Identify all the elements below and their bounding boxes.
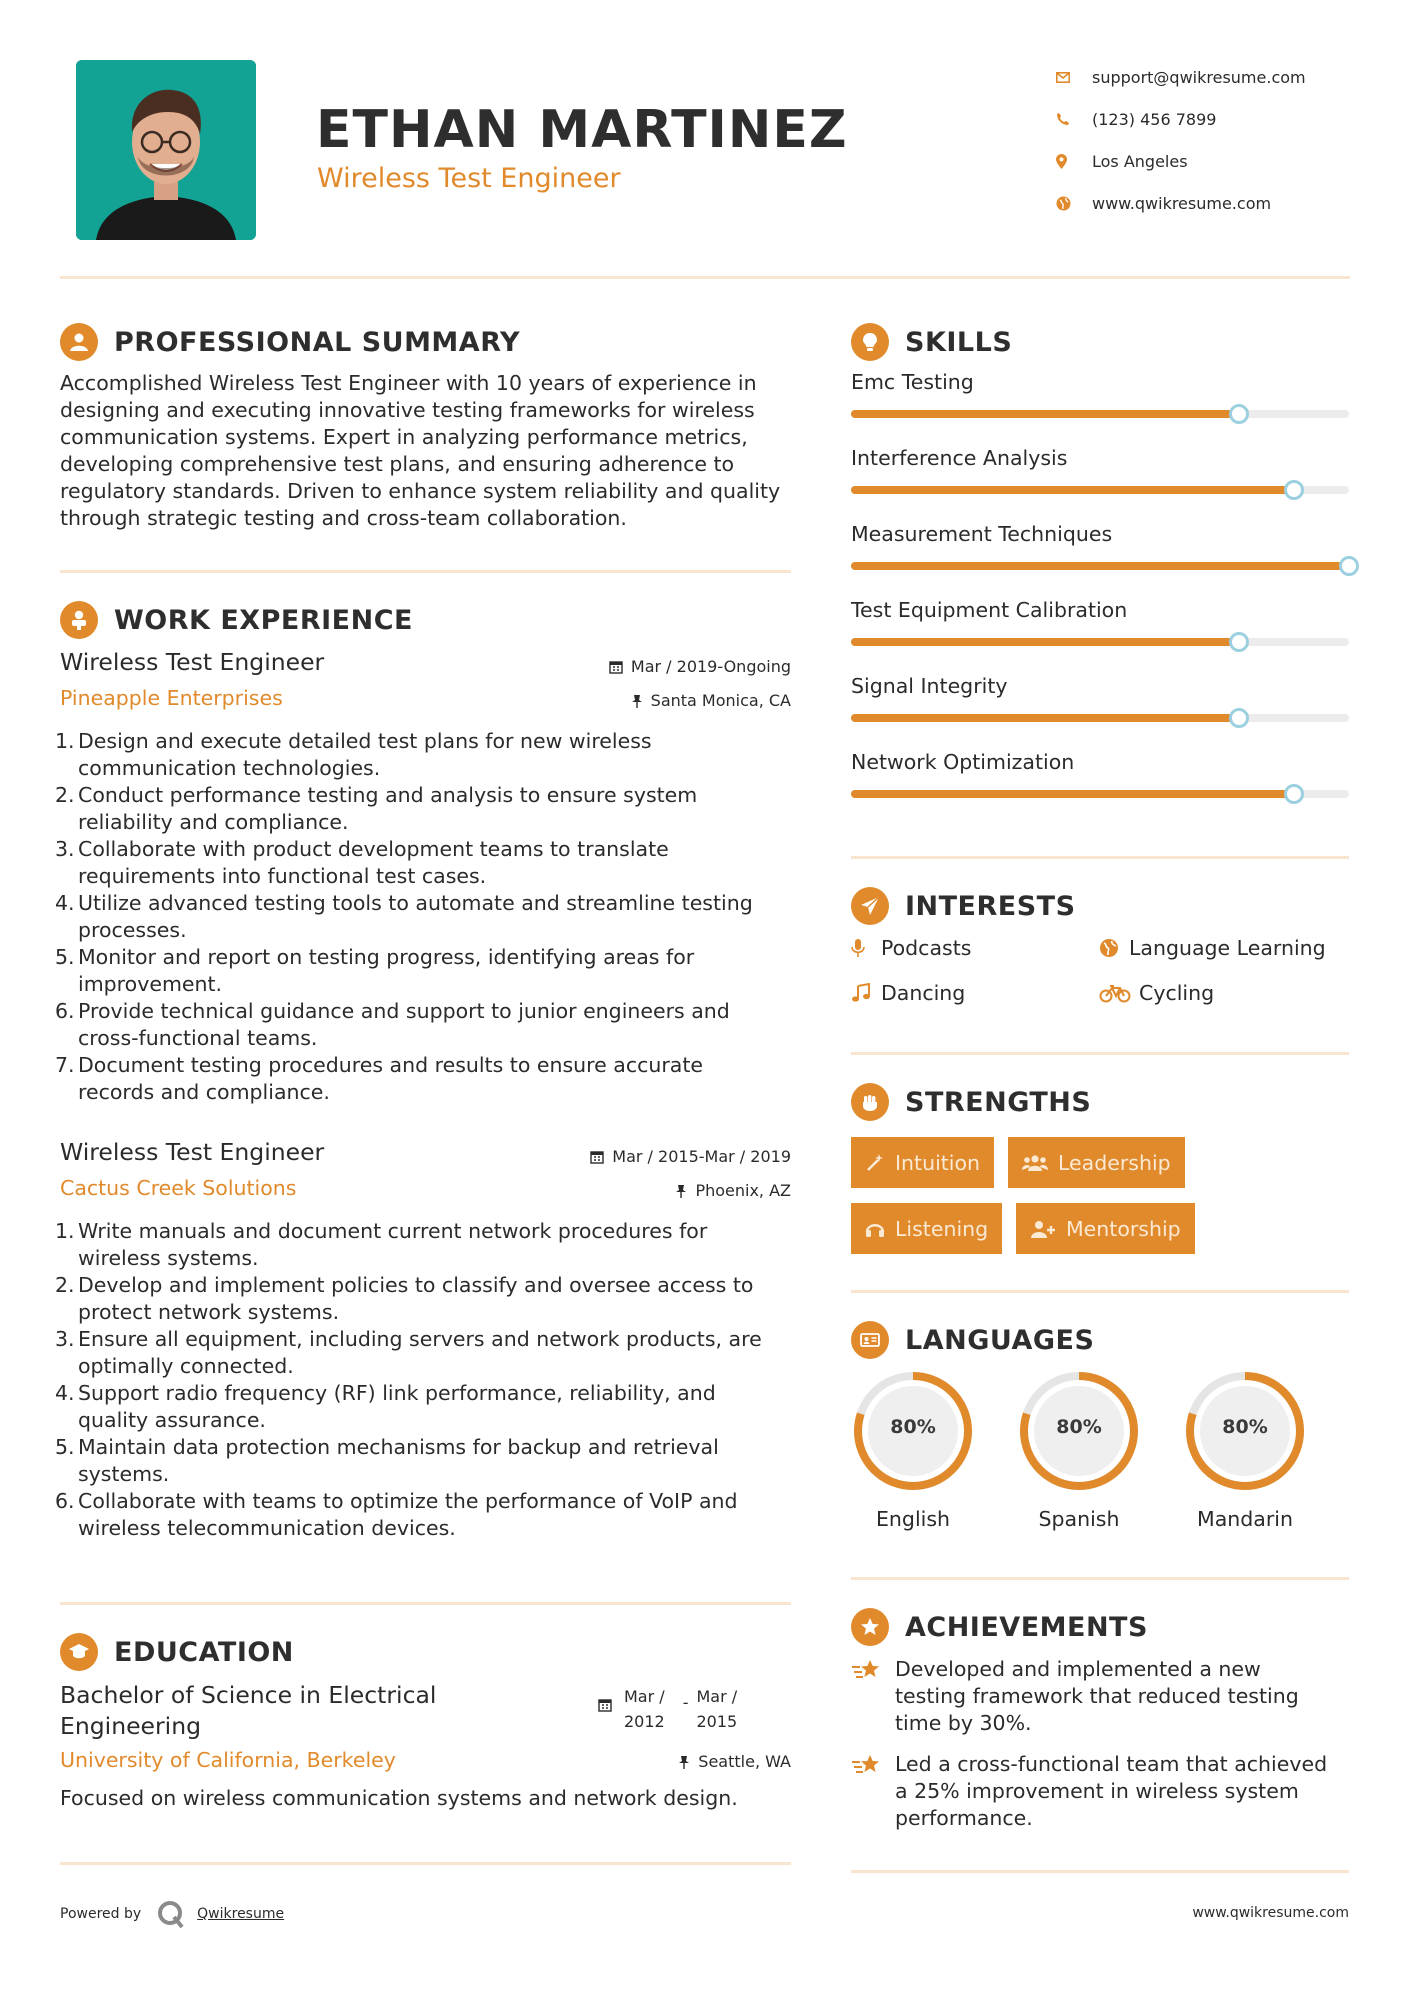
list-item-line: cross-functional teams. <box>78 1026 318 1050</box>
summary-line: communication systems. Expert in analyzing performance metrics, <box>60 425 748 449</box>
achievements-heading-text: ACHIEVEMENTS <box>905 1611 1148 1643</box>
achievements-divider <box>851 1870 1349 1873</box>
shooting-star-icon <box>851 1751 895 1832</box>
language-name: English <box>875 1507 951 1531</box>
languages-heading-text: LANGUAGES <box>905 1324 1095 1356</box>
list-item: 6. Provide technical guidance and support to junior engineers and cross-functional teams. <box>60 998 800 1052</box>
interest-item <box>851 936 971 960</box>
interests-divider <box>851 1052 1349 1055</box>
contact-list <box>1056 56 1376 224</box>
skill-level-fill <box>851 562 1349 570</box>
bicycle-icon <box>1099 983 1139 1003</box>
skills-divider <box>851 856 1349 859</box>
list-item: 1. Write manuals and document current network procedures for wireless systems. <box>60 1218 800 1272</box>
degree-title <box>60 1680 436 1742</box>
education-location <box>678 1752 791 1771</box>
list-item: 6. Collaborate with teams to optimize the performance of VoIP and wireless telecommunication devices. <box>60 1488 800 1542</box>
list-item-line: reliability and compliance. <box>78 810 349 834</box>
degree-line: Bachelor of Science in Electrical <box>60 1681 437 1709</box>
job-company: Cactus Creek Solutions <box>60 1176 297 1200</box>
list-item-line: processes. <box>78 918 187 942</box>
phone-icon <box>1056 111 1092 127</box>
achievement-line: testing framework that reduced testing <box>895 1684 1299 1708</box>
footer-website[interactable]: www.qwikresume.com <box>1192 1905 1349 1921</box>
list-item-line: Collaborate with teams to optimize the performance of VoIP and <box>78 1489 738 1513</box>
language-percent: 80% <box>1222 1416 1268 1438</box>
job-date <box>609 657 791 676</box>
shooting-star-icon <box>851 1656 895 1737</box>
skill-name: Interference Analysis <box>851 446 1068 470</box>
contact-email[interactable] <box>1056 56 1376 98</box>
footer-powered-by <box>60 1898 284 1930</box>
language-percent: 80% <box>1056 1416 1102 1438</box>
job-location-text: Santa Monica, CA <box>650 691 791 710</box>
list-item: 2. Conduct performance testing and analysis to ensure system reliability and compliance. <box>60 782 800 836</box>
list-item-line: Ensure all equipment, including servers and network products, are <box>78 1327 762 1351</box>
language-item <box>1183 1369 1307 1531</box>
languages-heading <box>851 1321 1094 1359</box>
list-item-line: communication technologies. <box>78 756 381 780</box>
contact-website[interactable] <box>1056 182 1376 224</box>
list-item-line: wireless telecommunication devices. <box>78 1516 456 1540</box>
globe-icon <box>1099 938 1129 958</box>
skill-level-bar <box>851 638 1349 646</box>
skill-level-fill <box>851 486 1294 494</box>
skill-level-fill <box>851 638 1239 646</box>
language-name: Spanish <box>1038 1507 1120 1531</box>
magic-wand-icon <box>865 1153 885 1173</box>
list-item-line: Support radio frequency (RF) link performance, reliability, and <box>78 1381 716 1405</box>
strengths-divider <box>851 1290 1349 1293</box>
qwikresume-link[interactable]: Qwikresume <box>197 1906 285 1922</box>
strength-label: Listening <box>895 1216 989 1241</box>
interests-heading <box>851 887 1076 925</box>
date-separator: - <box>682 1693 689 1712</box>
interest-label: Dancing <box>881 981 966 1005</box>
summary-line: Accomplished Wireless Test Engineer with 10 years of experience in <box>60 371 757 395</box>
strength-label: Mentorship <box>1066 1216 1181 1241</box>
strength-chip <box>1008 1137 1185 1188</box>
language-item <box>1017 1369 1141 1531</box>
job-date-text: Mar / 2015-Mar / 2019 <box>612 1147 791 1166</box>
achievement-item <box>851 1751 1351 1832</box>
job-responsibilities <box>55 728 800 1106</box>
achievement-line: a 25% improvement in wireless system <box>895 1779 1299 1803</box>
contact-location <box>1056 140 1376 182</box>
skill-level-knob <box>1284 480 1304 500</box>
education-divider <box>60 1862 791 1865</box>
skills-heading <box>851 323 1012 361</box>
skill-name: Emc Testing <box>851 370 974 394</box>
education-heading-text: EDUCATION <box>114 1636 294 1668</box>
list-item-line: Collaborate with product development teams to translate <box>78 837 669 861</box>
summary-heading <box>60 323 520 361</box>
skill-level-knob <box>1229 708 1249 728</box>
summary-line: designing and executing innovative testing frameworks for wireless <box>60 398 755 422</box>
achievements-heading <box>851 1608 1148 1646</box>
profile-photo <box>76 60 256 240</box>
users-icon <box>1022 1153 1048 1173</box>
list-item: 3. Ensure all equipment, including servers and network products, are optimally connected. <box>60 1326 800 1380</box>
strength-label: Leadership <box>1058 1150 1171 1175</box>
interest-item <box>1099 936 1326 960</box>
list-item-line: Document testing procedures and results to ensure accurate <box>78 1053 704 1077</box>
language-item <box>851 1369 975 1531</box>
skill-level-fill <box>851 410 1239 418</box>
list-item: 5. Maintain data protection mechanisms for backup and retrieval systems. <box>60 1434 800 1488</box>
language-percent: 80% <box>890 1416 936 1438</box>
contact-phone-text: (123) 456 7899 <box>1092 109 1217 129</box>
contact-website-text: www.qwikresume.com <box>1092 193 1272 213</box>
microphone-icon <box>851 938 881 958</box>
skills-heading-text: SKILLS <box>905 326 1013 358</box>
list-item-line: Provide technical guidance and support to junior engineers and <box>78 999 730 1023</box>
header-divider <box>60 276 1350 279</box>
list-item-line: optimally connected. <box>78 1354 294 1378</box>
qwikresume-logo-icon <box>155 1898 187 1930</box>
interests-heading-text: INTERESTS <box>905 890 1076 922</box>
list-item: 3. Collaborate with product development teams to translate requirements into functional test cases. <box>60 836 800 890</box>
strength-chip <box>851 1137 994 1188</box>
list-item-line: Conduct performance testing and analysis to ensure system <box>78 783 698 807</box>
list-item-line: quality assurance. <box>78 1408 266 1432</box>
skill-level-knob <box>1229 632 1249 652</box>
skill-level-bar <box>851 562 1349 570</box>
education-end <box>697 1684 738 1734</box>
list-item-line: Monitor and report on testing progress, identifying areas for <box>78 945 695 969</box>
skill-name: Signal Integrity <box>851 674 1008 698</box>
pushpin-icon <box>631 694 643 708</box>
job-title: Wireless Test Engineer <box>60 1138 325 1166</box>
job-title: Wireless Test Engineer <box>60 648 325 676</box>
star-icon <box>851 1608 889 1646</box>
job-company: Pineapple Enterprises <box>60 686 283 710</box>
list-item-line: wireless systems. <box>78 1246 259 1270</box>
powered-by-text: Powered by <box>60 1906 142 1922</box>
interest-label: Language Learning <box>1129 936 1326 960</box>
achievement-text <box>895 1751 1327 1832</box>
calendar-icon <box>590 1150 604 1164</box>
experience-heading <box>60 601 413 639</box>
skill-level-knob <box>1229 404 1249 424</box>
job-location <box>675 1181 791 1200</box>
achievement-line: time by 30%. <box>895 1711 1032 1735</box>
summary-heading-text: PROFESSIONAL SUMMARY <box>114 326 521 358</box>
contact-location-text: Los Angeles <box>1092 151 1188 171</box>
list-item-line: improvement. <box>78 972 223 996</box>
pushpin-icon <box>678 1755 690 1769</box>
education-start <box>624 1684 665 1734</box>
list-item-line: requirements into functional test cases. <box>78 864 487 888</box>
summary-divider <box>60 570 791 573</box>
list-item-line: Write manuals and document current network procedures for <box>78 1219 708 1243</box>
candidate-name: ETHAN MARTINEZ <box>316 100 848 160</box>
strength-chip <box>1016 1203 1195 1254</box>
languages-divider <box>851 1577 1349 1580</box>
job-responsibilities <box>55 1218 800 1542</box>
education-heading <box>60 1633 294 1671</box>
strengths-heading <box>851 1083 1091 1121</box>
list-item: 7. Document testing procedures and results to ensure accurate records and compliance. <box>60 1052 800 1106</box>
pushpin-icon <box>675 1184 687 1198</box>
achievement-item <box>851 1656 1351 1737</box>
contact-phone[interactable] <box>1056 98 1376 140</box>
job-date-text: Mar / 2019-Ongoing <box>630 657 791 676</box>
list-item: 4. Utilize advanced testing tools to automate and streamline testing processes. <box>60 890 800 944</box>
skill-item <box>851 370 1349 418</box>
skill-name: Network Optimization <box>851 750 1075 774</box>
achievement-line: Led a cross-functional team that achieved <box>895 1752 1328 1776</box>
language-name: Mandarin <box>1197 1507 1293 1531</box>
interest-label: Cycling <box>1139 981 1215 1005</box>
skill-item <box>851 598 1349 646</box>
strength-chip <box>851 1203 1002 1254</box>
calendar-icon <box>598 1698 612 1712</box>
education-end-month: Mar / <box>696 1687 738 1706</box>
education-dates <box>598 1684 737 1734</box>
strengths-heading-text: STRENGTHS <box>905 1086 1092 1118</box>
achievement-line: Developed and implemented a new <box>895 1657 1261 1681</box>
education-location-text: Seattle, WA <box>698 1752 791 1771</box>
skill-level-bar <box>851 790 1349 798</box>
summary-line: regulatory standards. Driven to enhance system reliability and quality <box>60 479 781 503</box>
user-plus-icon <box>1030 1219 1056 1239</box>
skill-level-knob <box>1284 784 1304 804</box>
summary-line: through strategic testing and cross-team collaboration. <box>60 506 627 530</box>
skill-item <box>851 522 1349 570</box>
experience-divider <box>60 1602 791 1605</box>
skill-name: Test Equipment Calibration <box>851 598 1128 622</box>
education-end-year: 2015 <box>696 1712 738 1731</box>
list-item: 1. Design and execute detailed test plans for new wireless communication technologies. <box>60 728 800 782</box>
skill-item <box>851 750 1349 798</box>
skill-item <box>851 446 1349 494</box>
fist-icon <box>851 1083 889 1121</box>
interest-label: Podcasts <box>881 936 972 960</box>
list-item-line: records and compliance. <box>78 1080 330 1104</box>
list-item-line: protect network systems. <box>78 1300 340 1324</box>
school-name: University of California, Berkeley <box>60 1748 396 1772</box>
strength-label: Intuition <box>895 1150 981 1175</box>
skill-level-knob <box>1339 556 1359 576</box>
job-location <box>631 691 791 710</box>
contact-email-text: support@qwikresume.com <box>1092 67 1306 87</box>
paper-plane-icon <box>851 887 889 925</box>
headphones-icon <box>865 1219 885 1239</box>
envelope-icon <box>1056 69 1092 85</box>
interest-item <box>1099 981 1214 1005</box>
user-icon <box>60 323 98 361</box>
briefcase-icon <box>60 601 98 639</box>
skill-item <box>851 674 1349 722</box>
summary-text <box>60 370 800 532</box>
calendar-icon <box>609 660 623 674</box>
list-item-line: systems. <box>78 1462 170 1486</box>
skill-level-fill <box>851 790 1294 798</box>
music-note-icon <box>851 983 881 1003</box>
skill-level-bar <box>851 410 1349 418</box>
skill-name: Measurement Techniques <box>851 522 1113 546</box>
list-item-line: Utilize advanced testing tools to automate and streamline testing <box>78 891 753 915</box>
list-item-line: Maintain data protection mechanisms for backup and retrieval <box>78 1435 719 1459</box>
skill-level-fill <box>851 714 1239 722</box>
education-start-month: Mar / <box>624 1687 665 1706</box>
interest-item <box>851 981 965 1005</box>
achievement-line: performance. <box>895 1806 1033 1830</box>
list-item-line: Develop and implement policies to classify and oversee access to <box>78 1273 754 1297</box>
skill-level-bar <box>851 714 1349 722</box>
education-description: Focused on wireless communication systems and network design. <box>60 1786 738 1810</box>
degree-line: Engineering <box>60 1712 201 1740</box>
lightbulb-icon <box>851 323 889 361</box>
summary-line: developing comprehensive test plans, and ensuring adherence to <box>60 452 735 476</box>
map-pin-icon <box>1056 153 1092 169</box>
skill-level-bar <box>851 486 1349 494</box>
id-card-icon <box>851 1321 889 1359</box>
job-location-text: Phoenix, AZ <box>695 1181 791 1200</box>
list-item-line: Design and execute detailed test plans for new wireless <box>78 729 652 753</box>
candidate-title: Wireless Test Engineer <box>317 163 621 194</box>
globe-icon <box>1056 195 1092 211</box>
experience-heading-text: WORK EXPERIENCE <box>114 604 413 636</box>
achievement-text <box>895 1656 1299 1737</box>
list-item: 4. Support radio frequency (RF) link performance, reliability, and quality assurance. <box>60 1380 800 1434</box>
list-item: 2. Develop and implement policies to classify and oversee access to protect network systems. <box>60 1272 800 1326</box>
job-date <box>590 1147 791 1166</box>
list-item: 5. Monitor and report on testing progress, identifying areas for improvement. <box>60 944 800 998</box>
graduation-cap-icon <box>60 1633 98 1671</box>
education-start-year: 2012 <box>624 1712 665 1731</box>
